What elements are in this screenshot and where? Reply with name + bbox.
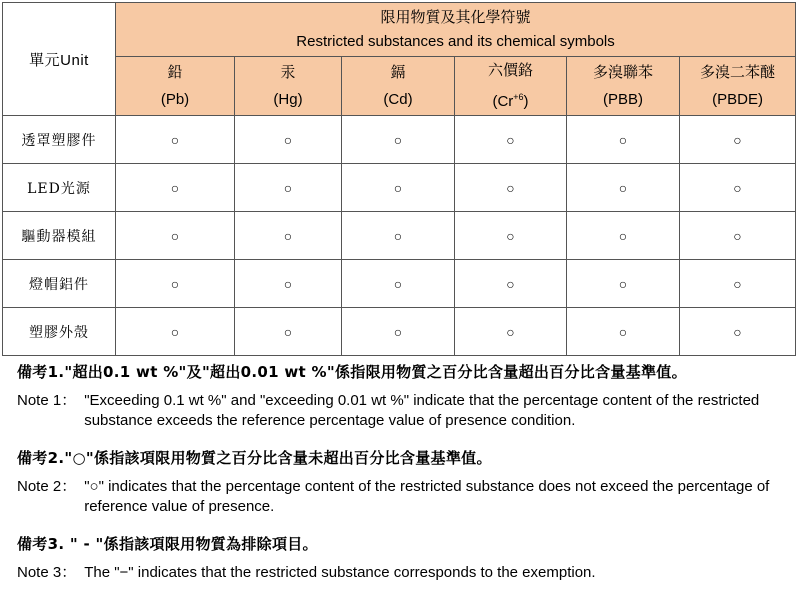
substance-header-pbb: 多溴聯苯 (PBB) (567, 57, 680, 116)
table-cell: ○ (680, 260, 796, 308)
note-label: Note 3： (17, 564, 77, 581)
table-row (3, 164, 796, 212)
table-cell: ○ (342, 212, 455, 260)
substance-header-cd: 鎘 (Cd) (342, 57, 455, 116)
table-cell: ○ (235, 260, 342, 308)
table-title (116, 3, 796, 57)
row-unit-label: 透罩塑膠件 (3, 116, 116, 164)
table-cell: ○ (680, 164, 796, 212)
substance-header-pb: 鉛 (Pb) (116, 57, 235, 116)
table-cell: ○ (116, 164, 235, 212)
note-en (17, 391, 787, 431)
table-cell: ○ (342, 308, 455, 356)
note-label: Note 2： (17, 478, 77, 495)
table-cell: ○ (116, 116, 235, 164)
note-text: "○" indicates that the percentage content of the restricted substance does not exceed the percentage of reference value of presence. (84, 478, 770, 515)
substance-header-pbde: 多溴二苯醚 (PBDE) (680, 57, 796, 116)
table-cell: ○ (342, 164, 455, 212)
title-zh: 限用物質及其化學符號 (380, 8, 531, 26)
table-cell: ○ (455, 260, 567, 308)
table-cell: ○ (342, 116, 455, 164)
title-en: Restricted substances and its chemical symbols (296, 32, 615, 50)
note-zh: 備考2."○"係指該項限用物質之百分比含量未超出百分比含量基準值。 (17, 449, 492, 467)
table-cell: ○ (567, 164, 680, 212)
substance-header-hg: 汞 (Hg) (235, 57, 342, 116)
table-cell: ○ (116, 260, 235, 308)
note-en (17, 477, 787, 517)
note-text: The "−" indicates that the restricted substance corresponds to the exemption. (84, 564, 596, 581)
table-cell: ○ (680, 116, 796, 164)
table-cell: ○ (455, 116, 567, 164)
table-cell: ○ (455, 308, 567, 356)
table-cell: ○ (235, 116, 342, 164)
row-unit-label: 驅動器模組 (3, 212, 116, 260)
table-cell: ○ (567, 116, 680, 164)
table-cell: ○ (116, 212, 235, 260)
row-unit-label: LED光源 (3, 164, 116, 212)
note-text: "Exceeding 0.1 wt %" and "exceeding 0.01 wt %" indicate that the percentage content of the restricted substance exceeds the reference percentage value of presence condition. (84, 392, 760, 429)
table-row (3, 116, 796, 164)
table-cell: ○ (567, 260, 680, 308)
table-cell: ○ (235, 164, 342, 212)
row-unit-label: 塑膠外殼 (3, 308, 116, 356)
unit-header: 單元Unit (3, 3, 116, 116)
note-zh: 備考1."超出0.1 wt %"及"超出0.01 wt %"係指限用物質之百分比含量超出百分比含量基準值。 (17, 363, 687, 381)
table-cell: ○ (235, 212, 342, 260)
table-cell: ○ (680, 212, 796, 260)
table-cell: ○ (680, 308, 796, 356)
table-cell: ○ (342, 260, 455, 308)
table-cell: ○ (567, 308, 680, 356)
note-2 (17, 448, 787, 517)
row-unit-label: 燈帽鋁件 (3, 260, 116, 308)
table-row (3, 260, 796, 308)
table-cell: ○ (455, 164, 567, 212)
note-label: Note 1： (17, 392, 77, 409)
note-3 (17, 534, 787, 583)
table-row (3, 308, 796, 356)
table-row (3, 212, 796, 260)
note-zh: 備考3. " - "係指該項限用物質為排除項目。 (17, 535, 318, 553)
table-cell: ○ (455, 212, 567, 260)
note-en (17, 563, 787, 583)
rohs-table (2, 2, 796, 356)
note-1 (17, 362, 787, 431)
table-cell: ○ (567, 212, 680, 260)
substance-header-cr6: 六價鉻 $(Cr^{+6})$ (455, 57, 567, 116)
table-cell: ○ (116, 308, 235, 356)
notes-section (17, 362, 787, 600)
table-cell: ○ (235, 308, 342, 356)
